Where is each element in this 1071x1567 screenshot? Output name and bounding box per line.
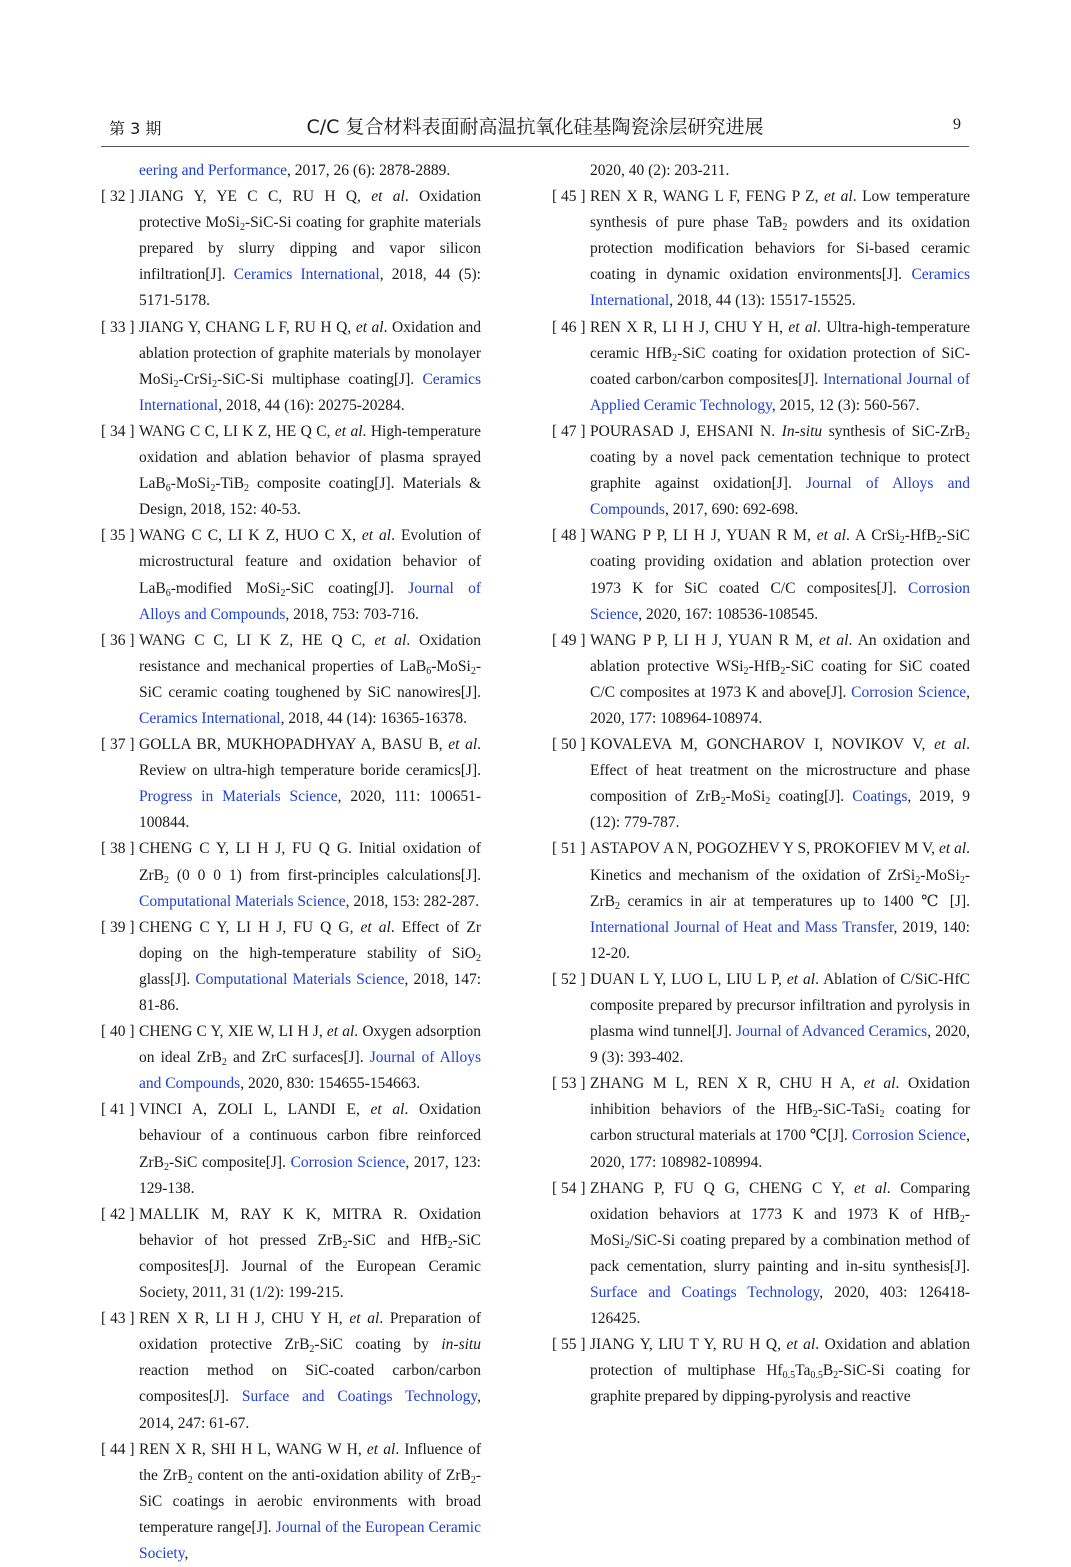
subscript: 2 (812, 1109, 818, 1121)
reference-text: -SiC-TaSi (817, 1101, 880, 1119)
journal-link[interactable]: Surface and Coatings Technology (241, 1388, 478, 1406)
reference-text: -HfB (904, 527, 937, 545)
reference-text: REN X R, LI H J, CHU Y H, (139, 1310, 350, 1328)
reference-entry (552, 967, 970, 1071)
subscript: 2 (915, 874, 921, 886)
reference-text: WANG C C, LI K Z, HE Q C, (139, 631, 375, 649)
reference-text: -MoSi (725, 788, 766, 806)
reference-text: . Oxygen adsorption on ideal ZrB (139, 1023, 481, 1067)
reference-text: B (822, 1362, 834, 1380)
reference-entry (101, 419, 481, 523)
reference-text: , 2015, 12 (3): 560-567. (771, 396, 920, 414)
reference-text: . Ablation of C/SiC-HfC composite prepared by precursor infiltration and pyrolysis in plasma wind tunnel[J]. (590, 970, 970, 1041)
italic-text: et al (786, 1336, 816, 1354)
reference-text: -SiC coating providing oxidation and ablation protection over 1973 K for SiC coated C/C composites[J]. (590, 527, 970, 597)
reference-continuation (101, 158, 481, 184)
subscript: 2 (210, 483, 216, 495)
reference-number: [ 46 ] (552, 318, 586, 336)
reference-number: [ 44 ] (101, 1440, 135, 1458)
reference-text: , 2018, 44 (14): 16365-16378. (280, 709, 468, 727)
italic-text: et al (816, 527, 846, 545)
italic-text: et al (355, 318, 384, 336)
reference-text: ceramics in air at temperatures up to 1400 ℃ [J]. (619, 892, 970, 910)
reference-text: CHENG C Y, LI H J, FU Q G. Initial oxidation of ZrB (139, 840, 481, 884)
reference-text: , 2014, 247: 61-67. (139, 1388, 481, 1432)
reference-entry (101, 1437, 481, 1567)
reference-text: KOVALEVA M, GONCHAROV I, NOVIKOV V, (590, 736, 935, 754)
reference-text: , 2018, 44 (5): 5171-5178. (139, 266, 481, 310)
reference-entry (101, 315, 481, 419)
italic-text: et al (334, 422, 363, 440)
italic-text: et al (788, 318, 817, 336)
italic-text: et al (863, 1075, 896, 1093)
journal-link[interactable]: eering and Performance (139, 162, 288, 179)
reference-text: REN X R, SHI H L, WANG W H, (139, 1440, 367, 1458)
reference-text: , 2020, 830: 154655-154663. (240, 1075, 421, 1093)
italic-text: et al (823, 188, 853, 206)
journal-link[interactable]: International Journal of Applied Ceramic Technology (590, 370, 970, 414)
journal-link[interactable]: International Journal of Heat and Mass Transfer (590, 918, 894, 936)
reference-number: [ 39 ] (101, 918, 135, 936)
reference-entry (552, 1332, 970, 1410)
italic-text: et al (326, 1023, 355, 1041)
reference-text: . Ultra-high-temperature ceramic HfB (590, 318, 970, 362)
reference-entry (552, 836, 970, 966)
reference-number: [ 49 ] (552, 631, 586, 649)
journal-link[interactable]: Ceramics International (139, 370, 481, 414)
italic-text: In-situ (781, 422, 823, 440)
reference-text: , 2020, 403: 126418-126425. (590, 1284, 970, 1328)
reference-text: -SiC coating for SiC coated C/C composites at 1973 K and above[J]. (590, 657, 970, 701)
journal-link[interactable]: Corrosion Science (590, 579, 970, 623)
reference-text: . Evolution of microstructural feature and oxidation behavior of LaB (139, 527, 481, 597)
reference-text: coating for carbon structural materials at 1700 ℃[J]. (590, 1101, 970, 1145)
reference-text: , 2017, 690: 692-698. (664, 501, 799, 519)
reference-number: [ 32 ] (101, 188, 135, 206)
subscript: 2 (447, 1239, 453, 1251)
reference-text: JIANG Y, CHANG L F, RU H Q, (139, 318, 356, 336)
journal-link[interactable]: Ceramics International (139, 709, 281, 727)
subscript: 6 (426, 665, 432, 677)
reference-number: [ 51 ] (552, 840, 586, 858)
reference-number: [ 34 ] (101, 422, 135, 440)
reference-text: content on the anti-oxidation ability of ZrB (192, 1466, 471, 1484)
subscript: 2 (342, 1239, 348, 1251)
italic-text: et al (366, 1440, 396, 1458)
reference-text: REN X R, LI H J, CHU Y H, (590, 318, 789, 336)
journal-link[interactable]: Coatings (852, 788, 908, 806)
reference-text: . Kinetics and mechanism of the oxidation of ZrSi (590, 840, 971, 884)
reference-text: , (184, 1544, 189, 1562)
page-number: 9 (953, 116, 961, 133)
reference-column-left (101, 158, 481, 1567)
reference-entry (552, 523, 970, 627)
reference-text: REN X R, WANG L F, FENG P Z, (590, 188, 824, 206)
reference-text: -SiC coating[J]. (285, 579, 409, 597)
journal-link[interactable]: Journal of the European Ceramic Society (139, 1518, 481, 1562)
journal-link[interactable]: Ceramics International (233, 266, 380, 284)
subscript: 2 (163, 874, 169, 886)
reference-text: -TiB (215, 475, 245, 493)
reference-number: [ 47 ] (552, 422, 586, 440)
reference-text: , 2018, 147: 81-86. (139, 970, 482, 1014)
italic-text: et al (934, 736, 967, 754)
reference-entry (552, 732, 970, 836)
reference-text: . Review on ultra-high temperature boride ceramics[J]. (139, 736, 482, 780)
subscript: 2 (221, 1057, 227, 1069)
reference-text: . Low temperature synthesis of pure phase TaB (590, 188, 970, 232)
journal-link[interactable]: Corrosion Science (851, 683, 967, 701)
subscript: 2 (173, 378, 179, 390)
subscript: 2 (959, 874, 965, 886)
reference-text: DUAN L Y, LUO L, LIU L P, (590, 970, 787, 988)
reference-entry (101, 523, 481, 627)
reference-text: WANG P P, LI H J, YUAN R M, (590, 527, 817, 545)
reference-entry (552, 315, 970, 419)
subscript: 2 (470, 1474, 476, 1486)
journal-link[interactable]: Progress in Materials Science (139, 788, 338, 806)
reference-text: powders and its oxidation protection modification behaviors for Si-based ceramic coating in dynamic oxidation environments[J]. (590, 214, 970, 284)
reference-entry (552, 184, 970, 314)
reference-entry (101, 1306, 481, 1436)
reference-text: ZHANG P, FU Q G, CHENG C Y, (590, 1179, 854, 1197)
subscript: 2 (239, 222, 245, 234)
reference-entry (552, 628, 970, 732)
subscript: 2 (672, 352, 678, 364)
italic-text: in-situ (441, 1336, 481, 1354)
reference-text: , 2018, 44 (16): 20275-20284. (218, 396, 405, 414)
reference-text: . A CrSi (846, 527, 900, 545)
journal-link[interactable]: Corrosion Science (290, 1153, 406, 1171)
reference-text: ASTAPOV A N, POGOZHEV Y S, PROKOFIEV M V, (590, 840, 939, 858)
reference-text: JIANG Y, LIU T Y, RU H Q, (590, 1336, 787, 1354)
reference-number: [ 36 ] (101, 631, 135, 649)
reference-entry (101, 184, 481, 314)
reference-text: -SiC-Si coating for graphite prepared by dipping-pyrolysis and reactive (590, 1362, 971, 1406)
subscript: 2 (280, 587, 286, 599)
reference-number: [ 54 ] (552, 1179, 586, 1197)
reference-text: -SiC ceramic coating toughened by SiC nanowires[J]. (139, 657, 481, 701)
reference-entry (552, 419, 970, 523)
reference-text: . Oxidation resistance and mechanical properties of LaB (139, 631, 481, 675)
reference-text: -SiC coating for oxidation protection of SiC-coated carbon/carbon composites[J]. (590, 344, 970, 388)
reference-text: CHENG C Y, LI H J, FU Q G, (139, 918, 361, 936)
reference-entry (101, 1097, 481, 1201)
reference-text: . High-temperature oxidation and ablation behavior of plasma sprayed LaB (139, 422, 481, 493)
reference-text: -SiC and HfB (347, 1231, 448, 1249)
subscript: 2 (879, 1109, 885, 1121)
journal-link[interactable]: Journal of Alloys and Compounds (590, 475, 970, 519)
reference-entry (101, 1019, 481, 1097)
subscript: 2 (899, 535, 905, 547)
reference-text: , 2019, 140: 12-20. (590, 918, 970, 962)
reference-text: . Effect of Zr doping on the high-temperature stability of SiO (139, 918, 482, 962)
reference-column-right (552, 158, 970, 1411)
reference-entry (101, 732, 481, 836)
subscript: 2 (936, 535, 942, 547)
reference-text: coating[J]. (770, 788, 853, 806)
reference-text: JIANG Y, YE C C, RU H Q, (139, 188, 372, 206)
subscript: 2 (624, 1239, 630, 1251)
reference-number: [ 48 ] (552, 527, 586, 545)
reference-text: . Comparing oxidation behaviors at 1773 K and 1973 K of HfB (590, 1179, 970, 1223)
reference-entry (552, 1176, 970, 1333)
reference-number: [ 37 ] (101, 736, 135, 754)
subscript: 2 (163, 1161, 169, 1173)
subscript: 2 (743, 665, 749, 677)
subscript: 2 (244, 483, 250, 495)
reference-text: -CrSi (178, 370, 213, 388)
subscript: 6 (165, 483, 171, 495)
italic-text: et al (370, 1101, 405, 1119)
italic-text: et al (786, 970, 816, 988)
reference-text: . Preparation of oxidation protective ZrB (139, 1310, 481, 1354)
subscript: 0.5 (810, 1370, 823, 1382)
reference-text: , 2020, 9 (3): 393-402. (590, 1023, 970, 1067)
reference-text: . Oxidation protective MoSi (139, 188, 481, 232)
italic-text: et al (349, 1310, 380, 1328)
reference-text: -HfB (748, 657, 781, 675)
subscript: 2 (476, 952, 481, 964)
reference-text: , 2017, 123: 129-138. (139, 1153, 481, 1197)
subscript: 2 (780, 665, 786, 677)
reference-text: (0 0 0 1) from first-principles calculations[J]. (168, 866, 481, 884)
reference-number: [ 55 ] (552, 1336, 586, 1354)
reference-text: -SiC-Si multiphase coating[J]. (217, 370, 423, 388)
reference-text: -MoSi (920, 866, 960, 884)
subscript: 0.5 (782, 1370, 796, 1382)
italic-text: et al (374, 631, 407, 649)
running-title: C/C 复合材料表面耐高温抗氧化硅基陶瓷涂层研究进展 (306, 116, 764, 138)
journal-link[interactable]: Computational Materials Science (139, 892, 346, 910)
reference-text: , 2020, 111: 100651-100844. (139, 788, 481, 832)
reference-text: -SiC-Si coating for graphite materials prepared by slurry dipping and vapor silicon infiltration[J]. (139, 214, 481, 284)
reference-number: [ 52 ] (552, 970, 586, 988)
reference-text: POURASAD J, EHSANI N. (590, 422, 782, 440)
subscript: 6 (165, 587, 171, 599)
reference-entry (552, 1071, 970, 1175)
reference-entry (101, 628, 481, 732)
reference-text: VINCI A, ZOLI L, LANDI E, (139, 1101, 371, 1119)
reference-text: , 2019, 9 (12): 779-787. (590, 788, 970, 832)
reference-number: [ 41 ] (101, 1101, 135, 1119)
reference-text: glass[J]. (139, 970, 196, 988)
journal-link[interactable]: Ceramics International (590, 266, 970, 310)
reference-text: -MoSi (590, 1205, 970, 1249)
reference-text: coating by a novel pack cementation technique to protect graphite against oxidation[J]. (590, 449, 970, 493)
italic-text: et al (360, 918, 391, 936)
reference-text: , 2020, 177: 108964-108974. (590, 683, 970, 727)
reference-text: -MoSi (170, 475, 211, 493)
subscript: 2 (782, 222, 788, 234)
running-header (101, 112, 969, 147)
italic-text: et al (448, 736, 478, 754)
reference-text: , 2017, 26 (6): 2878-2889. (287, 162, 451, 179)
subscript: 2 (212, 378, 218, 390)
reference-text: . Oxidation behaviour of a continuous carbon fibre reinforced ZrB (139, 1101, 481, 1171)
reference-text: MALLIK M, RAY K K, MITRA R. Oxidation behavior of hot pressed ZrB (139, 1205, 481, 1249)
reference-text: -modified MoSi (170, 579, 281, 597)
subscript: 2 (187, 1474, 193, 1486)
reference-text: /SiC-Si coating prepared by a combination method of pack cementation, slurry painting and in-situ synthesis[J]. (590, 1231, 970, 1275)
subscript: 2 (309, 1344, 315, 1356)
subscript: 2 (720, 796, 726, 808)
subscript: 2 (765, 796, 771, 808)
reference-entry (101, 915, 481, 1019)
reference-text: and ZrC surfaces[J]. (226, 1049, 370, 1067)
reference-text: , 2020, 167: 108536-108545. (638, 605, 819, 623)
italic-text: et al (938, 840, 967, 858)
reference-entry (101, 1202, 481, 1306)
reference-text: -MoSi (431, 657, 471, 675)
reference-text: . Oxidation inhibition behaviors of the HfB (590, 1075, 970, 1119)
reference-text: synthesis of SiC-ZrB (822, 422, 965, 440)
reference-text: composite coating[J]. Materials & Design, 2018, 152: 40-53. (139, 475, 481, 519)
reference-text: . Influence of the ZrB (139, 1440, 481, 1484)
reference-number: [ 53 ] (552, 1075, 586, 1093)
reference-number: [ 50 ] (552, 736, 586, 754)
reference-continuation (552, 158, 970, 184)
issue-number: 第 3 期 (109, 119, 162, 138)
reference-entry (101, 836, 481, 914)
italic-text: et al (361, 527, 392, 545)
italic-text: et al (371, 188, 405, 206)
reference-text: reaction method on SiC-coated carbon/carbon composites[J]. (139, 1362, 481, 1406)
reference-text: -SiC coatings in aerobic environments with broad temperature range[J]. (139, 1466, 482, 1536)
subscript: 2 (965, 430, 970, 442)
reference-text: , 2018, 153: 282-287. (345, 892, 480, 910)
reference-number: [ 43 ] (101, 1310, 135, 1328)
journal-link[interactable]: Surface and Coatings Technology (590, 1284, 820, 1302)
reference-number: [ 42 ] (101, 1205, 135, 1223)
reference-text: -ZrB (590, 866, 970, 910)
reference-text: CHENG C Y, XIE W, LI H J, (139, 1023, 327, 1041)
reference-text: . Oxidation and ablation protection of graphite materials by monolayer MoSi (139, 318, 481, 388)
reference-text: -SiC composites[J]. Journal of the European Ceramic Society, 2011, 31 (1/2): 199-215. (139, 1231, 482, 1302)
reference-text: Ta (795, 1362, 811, 1380)
reference-text: WANG C C, LI K Z, HUO C X, (139, 527, 362, 545)
journal-link[interactable]: Journal of Alloys and Compounds (139, 1049, 482, 1093)
italic-text: et al (819, 631, 849, 649)
reference-text: 2020, 40 (2): 203-211. (590, 162, 730, 179)
journal-link[interactable]: Journal of Advanced Ceramics (736, 1023, 928, 1041)
reference-text: -SiC composite[J]. (168, 1153, 291, 1171)
subscript: 2 (833, 1370, 839, 1382)
italic-text: et al (853, 1179, 887, 1197)
reference-text: , 2020, 177: 108982-108994. (590, 1127, 970, 1171)
reference-number: [ 33 ] (101, 318, 135, 336)
reference-text: . Oxidation and ablation protection of multiphase Hf (590, 1336, 970, 1380)
reference-text: WANG C C, LI K Z, HE Q C, (139, 422, 335, 440)
reference-number: [ 45 ] (552, 188, 586, 206)
reference-text: , 2018, 44 (13): 15517-15525. (669, 292, 856, 310)
reference-text: , 2018, 753: 703-716. (285, 605, 419, 623)
journal-link[interactable]: Journal of Alloys and Compounds (139, 579, 481, 623)
reference-text: -SiC coating by (314, 1336, 442, 1354)
reference-number: [ 38 ] (101, 840, 135, 858)
journal-link[interactable]: Corrosion Science (851, 1127, 967, 1145)
reference-text: GOLLA BR, MUKHOPADHYAY A, BASU B, (139, 736, 449, 754)
reference-text: ZHANG M L, REN X R, CHU H A, (590, 1075, 864, 1093)
subscript: 2 (470, 665, 476, 677)
subscript: 2 (614, 900, 620, 912)
reference-text: . An oxidation and ablation protective WSi (590, 631, 970, 675)
reference-text: . Effect of heat treatment on the microstructure and phase composition of ZrB (590, 736, 970, 806)
reference-number: [ 40 ] (101, 1023, 135, 1041)
subscript: 2 (959, 1213, 965, 1225)
reference-number: [ 35 ] (101, 527, 135, 545)
journal-link[interactable]: Computational Materials Science (195, 970, 405, 988)
reference-text: WANG P P, LI H J, YUAN R M, (590, 631, 820, 649)
